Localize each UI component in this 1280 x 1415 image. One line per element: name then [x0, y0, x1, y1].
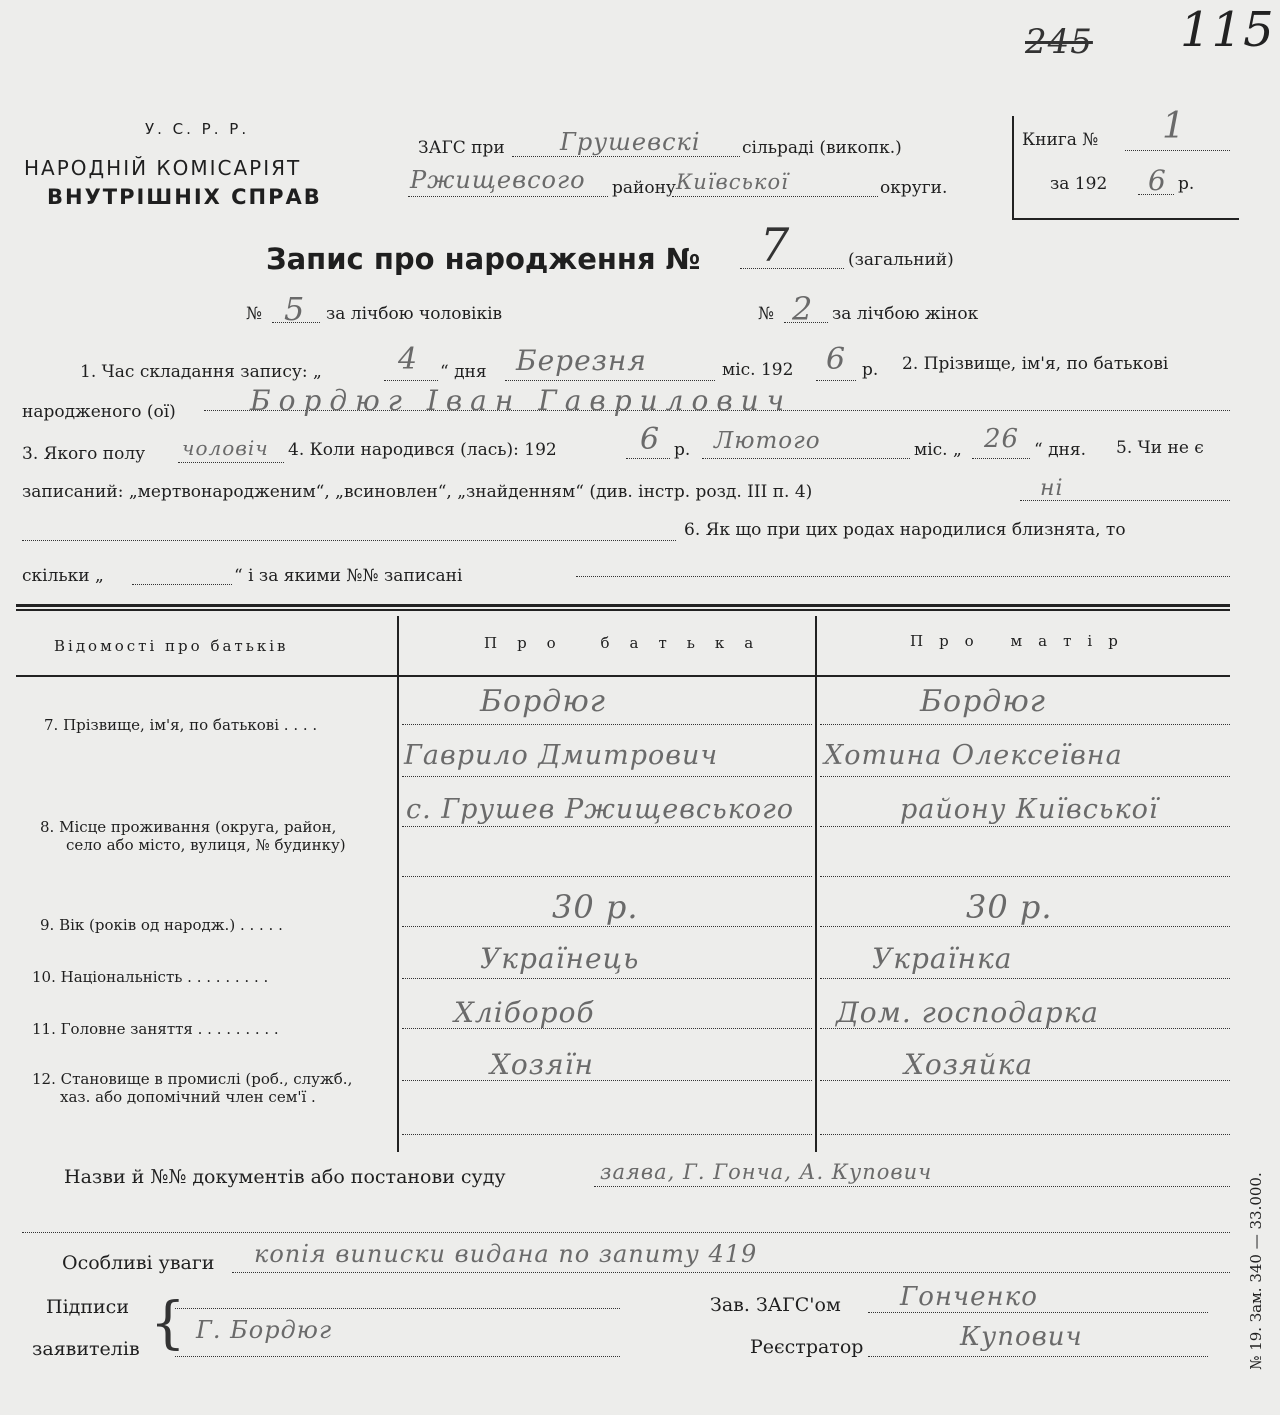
women-label: за лічбою жінок: [832, 304, 979, 324]
signatures-label-l2: заявителів: [32, 1338, 140, 1360]
field1-r: р.: [862, 360, 879, 380]
applicant-signature: Г. Бордюг: [196, 1316, 333, 1344]
field3-value: чоловіч: [182, 436, 269, 460]
okrug-label: округи.: [880, 178, 948, 198]
field1-day: 4: [398, 342, 419, 377]
row7-father: Бордюг: [480, 684, 606, 719]
field1-month: Березня: [516, 344, 647, 377]
book-year-suffix: р.: [1178, 174, 1195, 194]
field4-r: р.: [674, 440, 691, 460]
field6-label-l2a: скільки „: [22, 566, 104, 586]
registrar-signature: Купович: [960, 1322, 1083, 1352]
row12-label-l2: хаз. або допомічний член сем'ї .: [60, 1088, 316, 1106]
men-number: 5: [284, 290, 306, 328]
book-year-digit: 6: [1148, 164, 1167, 197]
ussr-label: У. С. Р. Р.: [145, 120, 250, 138]
row9-label: 9. Вік (років од народж.) . . . . .: [40, 916, 283, 934]
book-number: 1: [1162, 106, 1186, 147]
field4-mis: міс. „: [914, 440, 962, 460]
row11-father: Хлібороб: [454, 996, 595, 1029]
field5-label-l2: записаний: „мертвонародженим“, „всиновлен“, „знайденням“ (див. інстр. розд. III п. 4): [22, 482, 813, 502]
okrug-value: Київської: [676, 170, 789, 194]
district-value: Ржищевсого: [410, 166, 586, 194]
registrar-label: Реєстратор: [750, 1336, 864, 1358]
row7-father-name: Гаврило Дмитрович: [404, 740, 719, 771]
field2-label: 2. Прізвище, ім'я, по батькові: [902, 354, 1169, 374]
field4-day-close: “ дня.: [1034, 440, 1087, 460]
col2-header: Про батька: [484, 634, 774, 652]
row7-label: 7. Прізвище, ім'я, по батькові . . . .: [44, 716, 318, 734]
district-label: району: [612, 178, 676, 198]
field4-month: Лютого: [714, 428, 821, 454]
printer-mark: № 19. Зам. 340 — 33.000.: [1247, 1172, 1265, 1370]
row11-mother: Дом. господарка: [836, 996, 1099, 1029]
field4-day: 26: [984, 424, 1020, 454]
men-label: за лічбою чоловіків: [326, 304, 503, 324]
row10-father: Українець: [480, 942, 640, 975]
record-title: Запис про народження №: [266, 242, 701, 276]
docs-value: заява, Г. Гонча, А. Купович: [600, 1160, 933, 1184]
field2-label-l2: народженого (ої): [22, 402, 176, 422]
zags-prefix: ЗАГС при: [418, 138, 505, 158]
col1-header: Відомості про батьків: [54, 637, 289, 655]
sheet-number: 115: [1180, 2, 1275, 58]
old-sheet-number: 245: [1025, 22, 1093, 62]
commissariat-line-1: НАРОДНІЙ КОМІСАРІЯТ: [24, 156, 302, 180]
notes-value: копія виписки видана по запиту 419: [254, 1240, 758, 1268]
head-signature: Гонченко: [900, 1282, 1038, 1312]
field1-day-close: “ дня: [440, 362, 487, 382]
row9-mother: 30 р.: [966, 888, 1053, 926]
row10-label: 10. Національність . . . . . . . . .: [32, 968, 269, 986]
field4-label: 4. Коли народився (лась): 192: [288, 440, 557, 460]
field3-label: 3. Якого полу: [22, 444, 146, 464]
field1-year: 6: [826, 342, 847, 377]
commissariat-line-2: ВНУТРІШНІХ СПРАВ: [47, 185, 322, 209]
record-number: 7: [760, 218, 791, 272]
field6-label: 6. Як що при цих родах народилися близнята, то: [684, 520, 1126, 540]
men-prefix: №: [246, 304, 263, 324]
row8-father: с. Грушев Ржищевського: [406, 794, 795, 825]
row7-mother: Бордюг: [920, 684, 1046, 719]
row8-label: 8. Місце проживання (округа, район,: [40, 818, 337, 836]
head-label: Зав. ЗАГС'ом: [710, 1294, 841, 1316]
field2-value: Бордюг Іван Гаврилович: [250, 384, 793, 417]
col3-header: Про матір: [910, 632, 1134, 650]
row10-mother: Українка: [872, 942, 1013, 975]
row12-father: Хозяїн: [490, 1048, 594, 1081]
field5-value: ні: [1040, 476, 1064, 501]
book-label: Книга №: [1022, 130, 1099, 150]
row12-label: 12. Становище в промислі (роб., служб.,: [32, 1070, 353, 1088]
field4-year: 6: [640, 422, 661, 457]
record-title-suffix: (загальний): [848, 250, 954, 270]
women-number: 2: [792, 290, 814, 328]
zags-village: Грушевскі: [560, 128, 701, 156]
row8-mother: району Київської: [900, 794, 1159, 825]
women-prefix: №: [758, 304, 775, 324]
docs-label: Назви й №№ документів або постанови суду: [64, 1166, 506, 1188]
field1-mis: міс. 192: [722, 360, 794, 380]
field6-label-l2b: “ і за якими №№ записані: [234, 566, 463, 586]
field1-label: 1. Час складання запису: „: [80, 362, 322, 382]
row11-label: 11. Головне заняття . . . . . . . . .: [32, 1020, 279, 1038]
row7-mother-name: Хотина Олексеївна: [824, 740, 1123, 771]
notes-label: Особливі уваги: [62, 1252, 215, 1274]
field5-label: 5. Чи не є: [1116, 438, 1204, 458]
row8-label-l2: село або місто, вулиця, № будинку): [66, 836, 346, 854]
zags-suffix: сільраді (викопк.): [742, 138, 902, 158]
book-year-label: за 192: [1050, 174, 1108, 194]
row12-mother: Хозяйка: [904, 1048, 1034, 1081]
row9-father: 30 р.: [552, 888, 639, 926]
signature-brace: {: [150, 1291, 186, 1356]
signatures-label-l1: Підписи: [46, 1296, 129, 1318]
